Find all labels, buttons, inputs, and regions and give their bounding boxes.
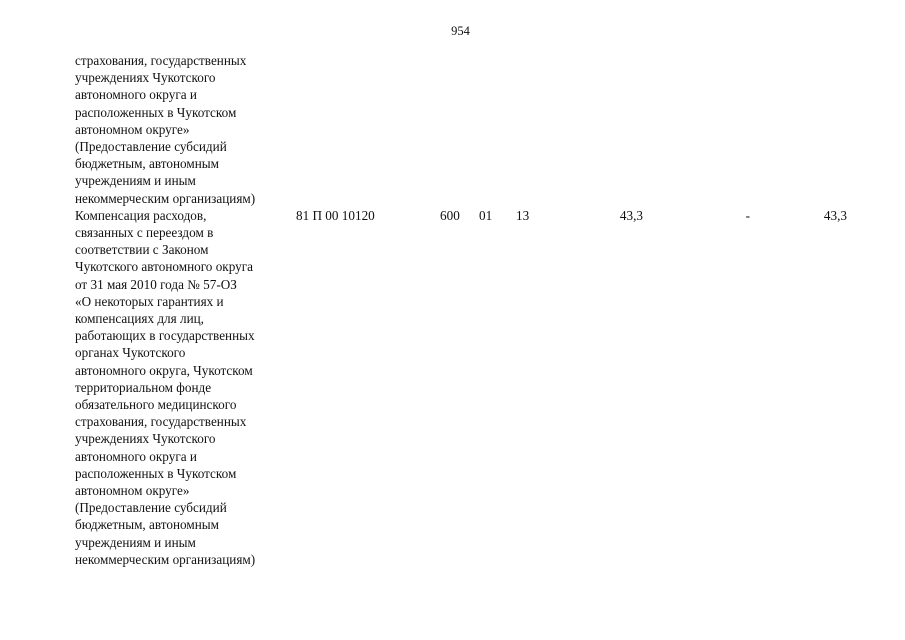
text-line: автономном округе»: [75, 483, 190, 498]
text-line: страхования, государственных: [75, 414, 247, 430]
text-line: учреждениям и иным: [75, 173, 196, 189]
text-line: обязательного медицинского: [75, 397, 237, 412]
text-line: некоммерческим организациям): [75, 551, 256, 567]
text-line: Чукотского автономного округа: [75, 259, 253, 275]
text-line: учреждениях Чукотского: [75, 70, 216, 86]
text-line: автономного округа и: [75, 87, 197, 103]
text-line: Компенсация расходов,: [75, 207, 207, 223]
text-line: учреждениях Чукотского: [75, 431, 216, 447]
expense-type-code: 600: [440, 207, 460, 223]
section-code: 01: [479, 207, 493, 223]
text-line: страхования, государственных: [75, 53, 247, 68]
text-line: расположенных в Чукотском: [75, 465, 237, 481]
text-line: некоммерческим организациям): [75, 190, 256, 206]
text-line: (Предоставление субсидий: [75, 500, 227, 516]
page-number: 954: [451, 24, 470, 38]
text-line: органах Чукотского: [75, 345, 186, 361]
text-line: автономного округа и: [75, 448, 197, 464]
text-line: бюджетным, автономным: [75, 156, 219, 172]
text-line: расположенных в Чукотском: [75, 104, 237, 120]
text-line: связанных с переездом в: [75, 225, 214, 240]
text-line: от 31 мая 2010 года № 57-ОЗ: [75, 276, 237, 292]
amount-2: -: [745, 207, 750, 223]
text-line: бюджетным, автономным: [75, 517, 219, 533]
text-line: соответствии с Законом: [75, 242, 209, 258]
subsection-code: 13: [516, 207, 530, 223]
amount-3: 43,3: [823, 207, 847, 223]
amount-1: 43,3: [619, 207, 643, 223]
text-line: автономном округе»: [75, 121, 190, 137]
text-line: (Предоставление субсидий: [75, 139, 227, 154]
text-line: учреждениям и иным: [75, 534, 196, 550]
text-line: «О некоторых гарантиях и: [75, 293, 224, 309]
text-line: компенсациях для лиц,: [75, 311, 204, 326]
target-article-code: 81 П 00 10120: [296, 207, 375, 223]
text-line: территориальном фонде: [75, 379, 212, 395]
text-line: автономного округа, Чукотском: [75, 362, 253, 378]
text-line: работающих в государственных: [75, 328, 255, 344]
